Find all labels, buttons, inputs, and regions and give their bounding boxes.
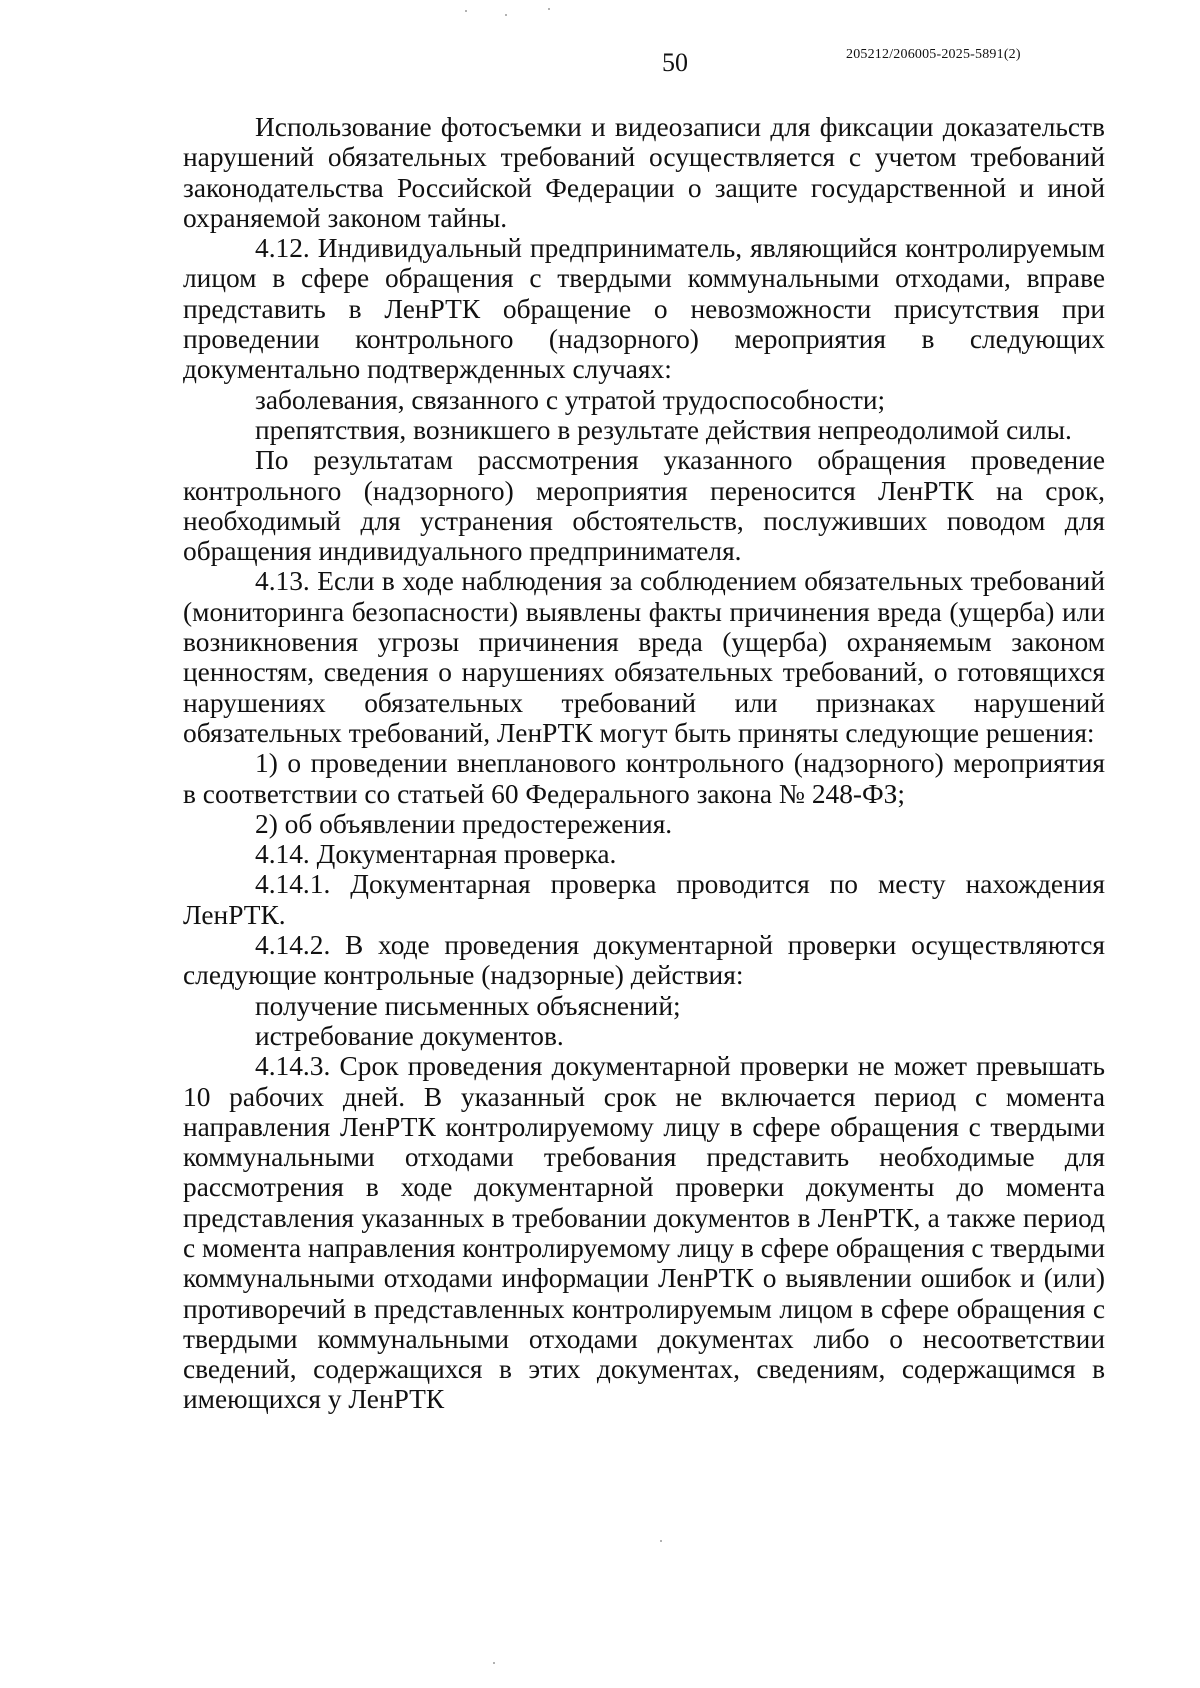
scan-speck: [493, 1662, 495, 1664]
paragraph-force-majeure: препятствия, возникшего в результате действия непреодолимой силы.: [255, 414, 1072, 445]
scan-speck: [505, 14, 507, 16]
document-code: 205212/206005-2025-5891(2): [846, 47, 1021, 62]
paragraph-4-12: 4.12. Индивидуальный предприниматель, являющийся контролируемым лицом в сфере обращения с твердыми коммунальными отходами, вправе представить в ЛенРТК обращение о невозможности присутствия при проведении контрольного (надзорного) мероприятия в следующих документально подтвержденных случаях:: [183, 233, 1105, 385]
paragraph-4-14-2: 4.14.2. В ходе проведения документарной проверки осуществляются следующие контрольные (надзорные) действия:: [183, 930, 1105, 991]
page-number: 50: [662, 48, 688, 77]
paragraph-4-13: 4.13. Если в ходе наблюдения за соблюдением обязательных требований (мониторинга безопасности) выявлены факты причинения вреда (ущерба) или возникновения угрозы причинения вреда (ущерба) охраняемым законом ценностям, сведения о нарушениях обязательных требований, о готовящихся нарушениях обязательных требований или признаках нарушений обязательных требований, ЛенРТК могут быть приняты следующие решения:: [183, 566, 1105, 748]
document-body: [183, 112, 1105, 1415]
scan-speck: [548, 8, 550, 10]
paragraph-postponement: По результатам рассмотрения указанного обращения проведение контрольного (надзорного) мероприятия переносится ЛенРТК на срок, необходимый для устранения обстоятельств, послуживших поводом для обращения индивидуального предпринимателя.: [183, 445, 1105, 567]
paragraph-photo-video: Использование фотосъемки и видеозаписи для фиксации доказательств нарушений обязательных требований осуществляется с учетом требований законодательства Российской Федерации о защите государственной и иной охраняемой законом тайны.: [183, 112, 1105, 233]
paragraph-4-14: 4.14. Документарная проверка.: [255, 839, 617, 870]
paragraph-decision-2: 2) об объявлении предостережения.: [255, 808, 673, 839]
paragraph-4-14-1: 4.14.1. Документарная проверка проводится по месту нахождения ЛенРТК.: [183, 869, 1105, 930]
scan-speck: [660, 1540, 662, 1542]
paragraph-4-14-3: 4.14.3. Срок проведения документарной проверки не может превышать 10 рабочих дней. В указанный срок не включается период с момента направления ЛенРТК контролируемому лицу в сфере обращения с твердыми коммунальными отходами требования представить необходимые для рассмотрения в ходе документарной проверки документы до момента представления указанных в требовании документов в ЛенРТК, а также период с момента направления контролируемому лицу в сфере обращения с твердыми коммунальными отходами информации ЛенРТК о выявлении ошибок и (или) противоречий в представленных контролируемым лицом в сфере обращения с твердыми коммунальными отходами документах либо о несоответствии сведений, содержащихся в этих документах, сведениям, содержащимся в имеющихся у ЛенРТК: [183, 1051, 1105, 1415]
scan-speck: [465, 10, 467, 12]
paragraph-written-explanations: получение письменных объяснений;: [255, 990, 681, 1021]
paragraph-illness: заболевания, связанного с утратой трудоспособности;: [255, 384, 886, 415]
paragraph-document-request: истребование документов.: [255, 1020, 564, 1051]
paragraph-decision-1: 1) о проведении внепланового контрольного (надзорного) мероприятия в соответствии со статьей 60 Федерального закона № 248-ФЗ;: [183, 748, 1105, 809]
